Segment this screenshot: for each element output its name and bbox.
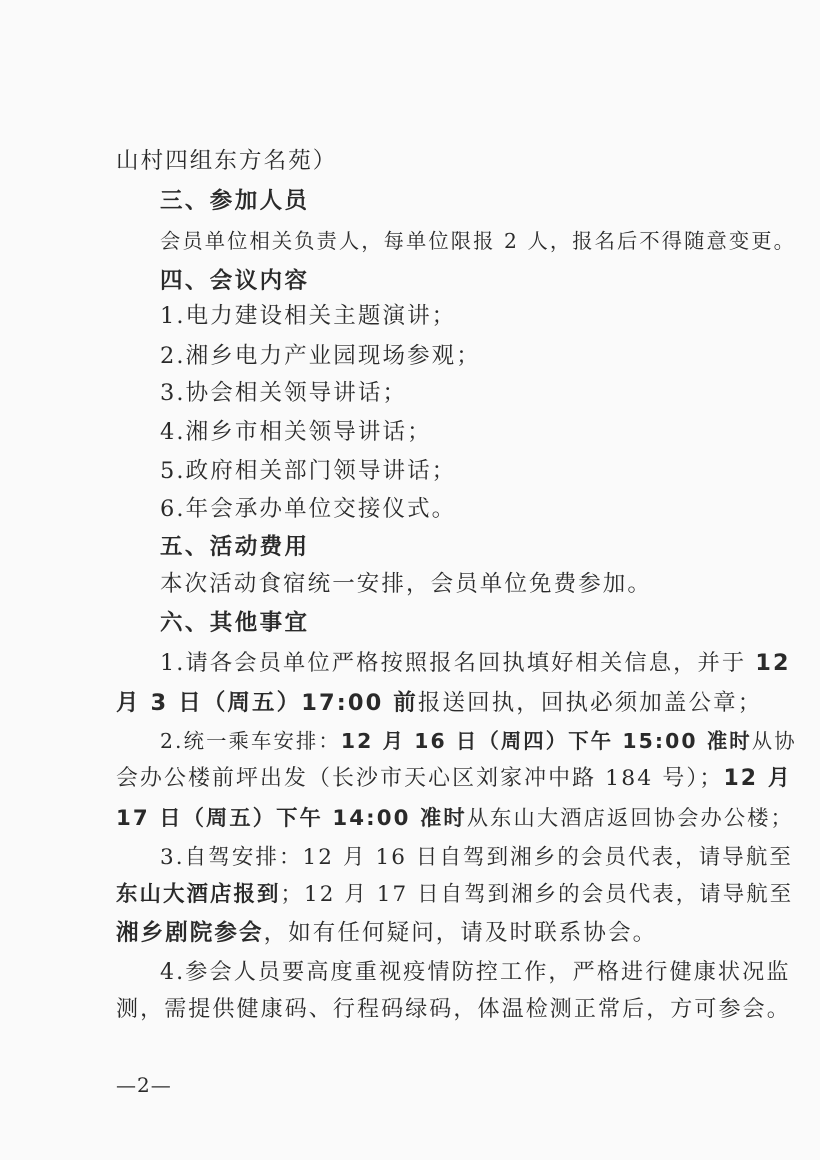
list-item: 3.协会相关领导讲话； xyxy=(160,380,408,406)
list-item: 6.年会承办单位交接仪式。 xyxy=(160,496,457,522)
text-line: 东山大酒店报到；12 月 17 日自驾到湘乡的会员代表，请导航至 xyxy=(116,882,794,907)
text-line: 2.统一乘车安排：12 月 16 日（周四）下午 15:00 准时从协 xyxy=(160,729,797,753)
section-heading: 四、会议内容 xyxy=(160,268,310,294)
text-line: 17 日（周五）下午 14:00 准时从东山大酒店返回协会办公楼； xyxy=(116,806,794,831)
list-item: 1.电力建设相关主题演讲； xyxy=(160,303,457,329)
text-line: 会办公楼前坪出发（长沙市天心区刘家冲中路 184 号）；12 月 xyxy=(116,766,792,791)
section-heading: 六、其他事宜 xyxy=(160,610,310,636)
list-item: 4.湘乡市相关领导讲话； xyxy=(160,419,432,445)
page-number: —2— xyxy=(116,1073,172,1097)
section-heading: 三、参加人员 xyxy=(160,188,310,214)
section-heading: 五、活动费用 xyxy=(160,534,310,560)
text-line: 4.参会人员要高度重视疫情防控工作，严格进行健康状况监 xyxy=(160,959,791,985)
text-line: 月 3 日（周五）17:00 前报送回执，回执必须加盖公章； xyxy=(116,690,763,716)
text-line: 会员单位相关负责人，每单位限报 2 人，报名后不得随意变更。 xyxy=(160,229,796,253)
text-line: 山村四组东方名苑） xyxy=(116,148,338,174)
text-line: 3.自驾安排：12 月 16 日自驾到湘乡的会员代表，请导航至 xyxy=(160,845,794,870)
list-item: 2.湘乡电力产业园现场参观； xyxy=(160,343,481,369)
list-item: 5.政府相关部门领导讲话； xyxy=(160,458,457,484)
text-line: 1.请各会员单位严格按照报名回执填好相关信息，并于 12 xyxy=(160,650,791,676)
text-line: 湘乡剧院参会，如有任何疑问，请及时联系协会。 xyxy=(116,920,658,946)
text-line: 本次活动食宿统一安排，会员单位免费参加。 xyxy=(160,571,653,597)
text-line: 测，需提供健康码、行程码绿码，体温检测正常后，方可参会。 xyxy=(116,997,791,1022)
